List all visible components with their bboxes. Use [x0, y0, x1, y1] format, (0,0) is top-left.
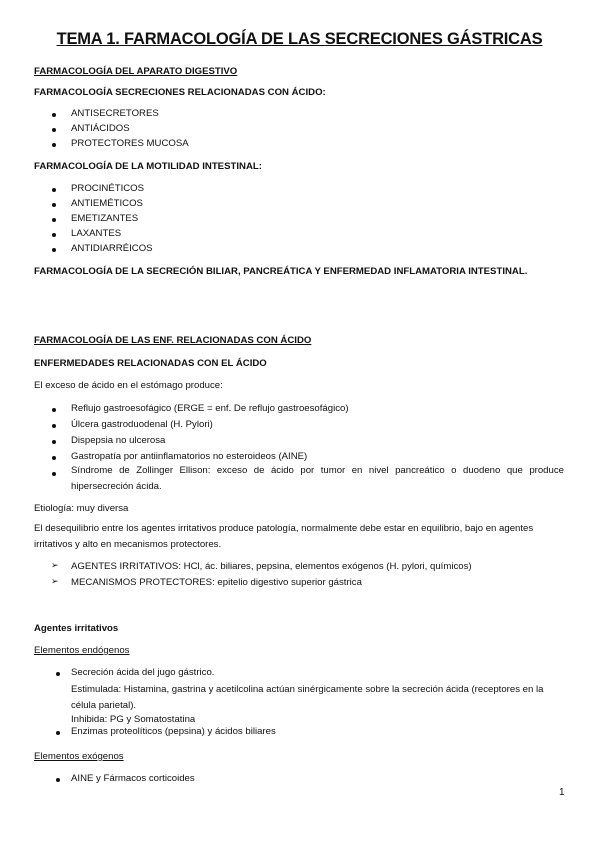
- list-item: Dispepsia no ulcerosa: [71, 435, 166, 446]
- motility-heading: FARMACOLOGÍA DE LA MOTILIDAD INTESTINAL:: [34, 161, 262, 172]
- list-item: MECANISMOS PROTECTORES: epitelio digestivo superior gástrica: [71, 577, 362, 588]
- bullet-icon: [52, 440, 56, 444]
- document-title: TEMA 1. FARMACOLOGÍA DE LAS SECRECIONES GÁSTRICAS: [56, 30, 543, 48]
- bullet-icon: [52, 218, 56, 222]
- bullet-icon: [52, 424, 56, 428]
- stimulated-text: Estimulada: Histamina, gastrina y acetilcolina actúan sinérgicamente sobre la secreción ácida (receptores en la célula parietal).: [71, 684, 544, 711]
- list-item: Enzimas proteolíticos (pepsina) y ácidos biliares: [71, 726, 276, 737]
- list-item: ANTISECRETORES: [71, 108, 159, 119]
- list-item: AINE y Fármacos corticoides: [71, 773, 195, 784]
- list-item: EMETIZANTES: [71, 213, 139, 224]
- inhibited-text: Inhibida: PG y Somatostatina: [71, 714, 196, 725]
- list-item: PROTECTORES MUCOSA: [71, 138, 189, 149]
- list-item: ANTIEMÉTICOS: [71, 198, 143, 209]
- page-number: 1: [559, 787, 565, 798]
- bullet-icon: [52, 188, 56, 192]
- imbalance-paragraph: El desequilibrio entre los agentes irritativos produce patología, normalmente debe estar en equilibrio, bajo en agentes irritativos y alto en mecanismos protectores.: [34, 523, 534, 550]
- list-item: Úlcera gastroduodenal (H. Pylori): [71, 419, 213, 430]
- list-item: LAXANTES: [71, 228, 122, 239]
- section-heading-acid-diseases: FARMACOLOGÍA DE LAS ENF. RELACIONADAS CON ÁCIDO: [34, 335, 312, 346]
- list-item: Gastropatía por antiinflamatorios no esteroideos (AINE): [71, 451, 308, 462]
- list-item: Secreción ácida del jugo gástrico.: [71, 667, 215, 678]
- acid-secretions-heading: FARMACOLOGÍA SECRECIONES RELACIONADAS CON ÁCIDO:: [34, 87, 326, 98]
- bullet-icon: [52, 456, 56, 460]
- bullet-icon: [52, 113, 56, 117]
- list-item: AGENTES IRRITATIVOS: HCl, ác. biliares, pepsina, elementos exógenos (H. pylori, químicos): [71, 561, 472, 572]
- etiology-text: Etiología: muy diversa: [34, 503, 129, 514]
- irritative-agents-heading: Agentes irritativos: [34, 623, 119, 634]
- section-heading-digestive: FARMACOLOGÍA DEL APARATO DIGESTIVO: [34, 66, 238, 77]
- arrow-bullet-icon: ➢: [51, 560, 59, 570]
- list-item: ANTIÁCIDOS: [71, 123, 130, 134]
- bullet-icon: [56, 778, 60, 782]
- bullet-icon: [56, 672, 60, 676]
- list-item: ANTIDIARRÉICOS: [71, 243, 153, 254]
- bullet-icon: [52, 128, 56, 132]
- list-item: Reflujo gastroesofágico (ERGE = enf. De reflujo gastroesofágico): [71, 403, 349, 414]
- bullet-icon: [52, 472, 56, 476]
- bullet-icon: [52, 233, 56, 237]
- list-item: Síndrome de Zollinger Ellison: exceso de ácido por tumor en nivel pancreático o duodeno que produce hipersecreción ácida.: [71, 465, 564, 492]
- list-item: PROCINÉTICOS: [71, 183, 145, 194]
- exogenous-heading: Elementos exógenos: [34, 751, 124, 762]
- bullet-icon: [52, 408, 56, 412]
- bullet-icon: [52, 143, 56, 147]
- acid-excess-intro: El exceso de ácido en el estómago produce:: [34, 380, 223, 391]
- endogenous-heading: Elementos endógenos: [34, 645, 130, 656]
- acid-diseases-subheading: ENFERMEDADES RELACIONADAS CON EL ÁCIDO: [34, 358, 267, 369]
- bullet-icon: [52, 248, 56, 252]
- arrow-bullet-icon: ➢: [51, 576, 59, 586]
- biliary-heading: FARMACOLOGÍA DE LA SECRECIÓN BILIAR, PANCREÁTICA Y ENFERMEDAD INFLAMATORIA INTESTINAL.: [34, 266, 528, 277]
- bullet-icon: [56, 731, 60, 735]
- bullet-icon: [52, 203, 56, 207]
